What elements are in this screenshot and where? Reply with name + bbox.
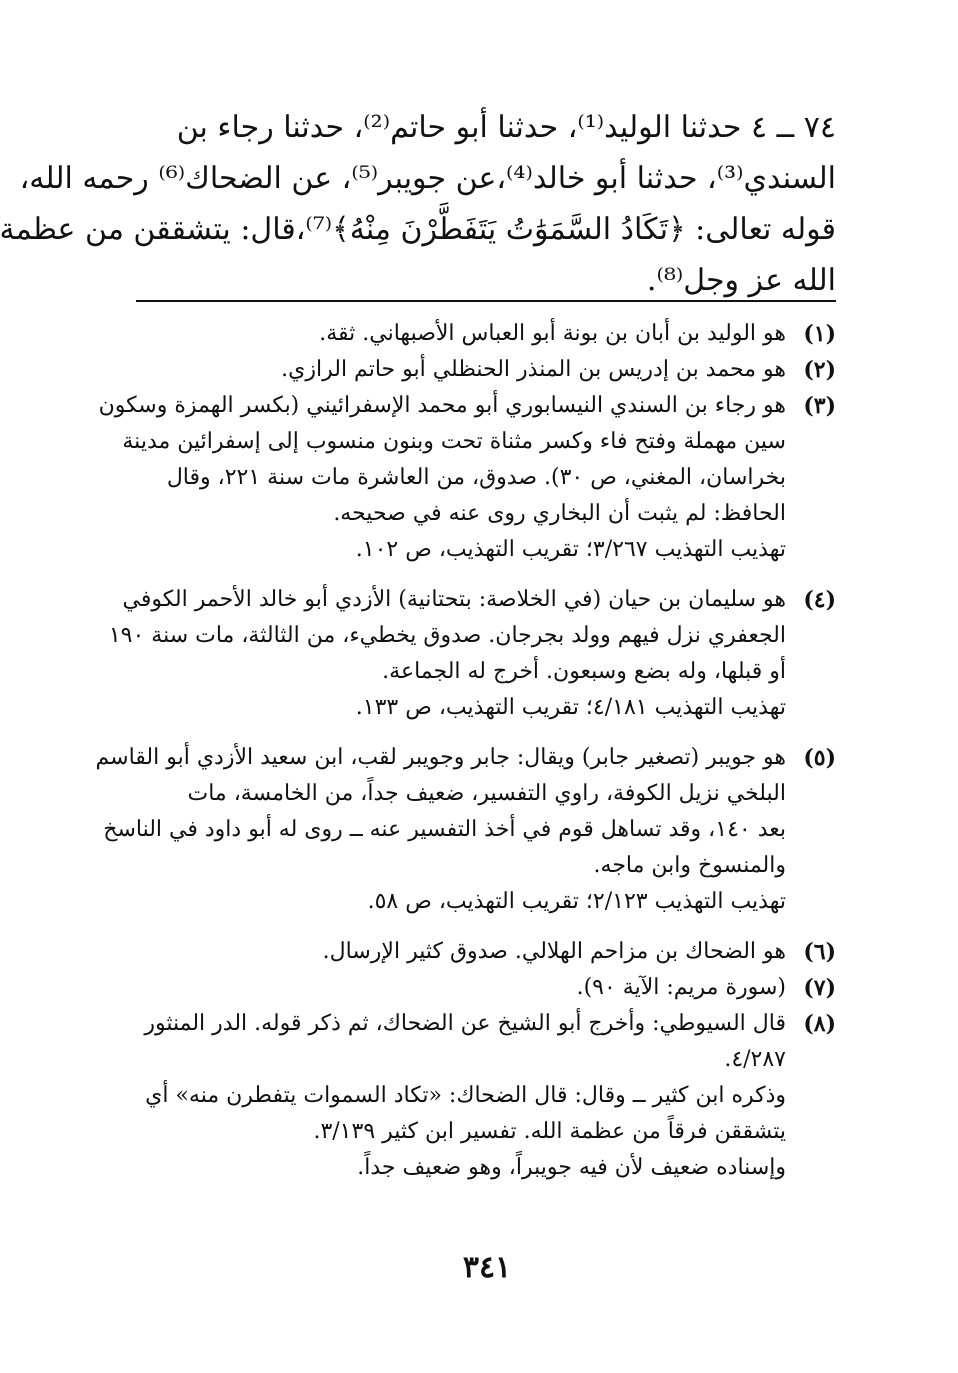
hadith-line: قوله تعالى: ﴿تَكَادُ السَّمَوَٰتُ يَتَفَطَّرْنَ مِنْهُ﴾⁽⁷⁾،قال: يتشققن من عظمة — [0, 212, 836, 247]
footnote-line: قال السيوطي: وأخرج أبو الشيخ عن الضحاك، ثم ذكر قوله. الدر المنثور — [144, 1011, 786, 1036]
hadith-line: السندي⁽³⁾، حدثنا أبو خالد⁽⁴⁾،عن جويبر⁽⁵⁾، عن الضحاك⁽⁶⁾ رحمه الله، — [19, 161, 836, 196]
footnote-line: والمنسوخ وابن ماجه. — [593, 853, 786, 878]
footnote-line: هو رجاء بن السندي النيسابوري أبو محمد الإسفرائيني (بكسر الهمزة وسكون — [98, 393, 786, 418]
footnote — [136, 970, 836, 1006]
footnote-line: وإسناده ضعيف لأن فيه جويبراً، وهو ضعيف جداً. — [357, 1155, 786, 1180]
footnote-line: الجعفري نزل فيهم وولد بجرجان. صدوق يخطيء، من الثالثة، مات سنة ١٩٠ — [108, 623, 786, 648]
footnote-line: هو الوليد بن أبان بن بونة أبو العباس الأصبهاني. ثقة. — [319, 321, 786, 346]
footnote-number: (٨) — [803, 1011, 836, 1037]
footnote-line: بعد ١٤٠، وقد تساهل قوم في أخذ التفسير عنه ــ روى له أبو داود في الناسخ — [103, 817, 786, 842]
footnote-line: (سورة مريم: الآية ٩٠). — [576, 975, 786, 1000]
footnote-line: ٤/٢٨٧. — [724, 1047, 786, 1072]
spacer — [136, 726, 836, 740]
footnote-divider — [136, 300, 836, 302]
footnote-reference: تهذيب التهذيب ٤/١٨١؛ تقريب التهذيب، ص ١٣٣. — [355, 695, 786, 720]
footnote-reference: تهذيب التهذيب ٢/١٢٣؛ تقريب التهذيب، ص ٥٨. — [367, 889, 786, 914]
footnote-number: (٦) — [803, 939, 836, 965]
footnote — [136, 316, 836, 352]
footnote-line: يتشققن فرقاً من عظمة الله. تفسير ابن كثير ٣/١٣٩. — [313, 1119, 786, 1144]
footnotes — [95, 316, 836, 1186]
footnote-line: هو سليمان بن حيان (في الخلاصة: بتحتانية) الأزدي أبو خالد الأحمر الكوفي — [122, 587, 786, 612]
footnote — [98, 388, 836, 568]
footnote-reference: تهذيب التهذيب ٣/٢٦٧؛ تقريب التهذيب، ص ١٠٢. — [355, 537, 786, 562]
footnote-line: هو محمد بن إدريس بن المنذر الحنظلي أبو حاتم الرازي. — [281, 357, 786, 382]
spacer — [136, 568, 836, 582]
footnote-line: أو قبلها، وله بضع وسبعون. أخرج له الجماعة. — [382, 659, 786, 684]
footnote-number: (٧) — [803, 975, 836, 1001]
footnote-line: بخراسان، المغني، ص ٣٠). صدوق، من العاشرة مات سنة ٢٢١، وقال — [166, 465, 786, 490]
footnote-line: وذكره ابن كثير ــ وقال: قال الضحاك: «تكاد السموات يتفطرن منه» أي — [145, 1083, 786, 1108]
footnote-line: هو جويبر (تصغير جابر) ويقال: جابر وجويبر لقب، ابن سعيد الأزدي أبو القاسم — [95, 745, 786, 770]
footnote — [95, 740, 836, 920]
footnote-number: (١) — [803, 321, 836, 347]
footnote-line: البلخي نزيل الكوفة، راوي التفسير، ضعيف جداً، من الخامسة، مات — [187, 781, 786, 806]
spacer — [136, 920, 836, 934]
footnote — [136, 934, 836, 970]
footnote-line: سين مهملة وفتح فاء وكسر مثناة تحت وبنون منسوب إلى إسفرائين مدينة — [122, 429, 786, 454]
hadith-line: الله عز وجل⁽⁸⁾. — [646, 263, 836, 298]
footnote-number: (٢) — [803, 357, 836, 383]
footnote — [136, 352, 836, 388]
footnote-number: (٥) — [803, 745, 836, 771]
hadith-line: ٧٤ ــ ٤ حدثنا الوليد⁽¹⁾، حدثنا أبو حاتم⁽²⁾، حدثنا رجاء بن — [176, 110, 836, 145]
footnote — [108, 582, 836, 726]
footnote-line: الحافظ: لم يثبت أن البخاري روى عنه في صحيحه. — [333, 501, 786, 526]
footnote — [136, 1006, 836, 1186]
footnote-number: (٣) — [803, 393, 836, 419]
page-number: ٣٤١ — [462, 1250, 512, 1285]
footnote-number: (٤) — [803, 587, 836, 613]
hadith-text — [0, 102, 836, 306]
footnote-line: هو الضحاك بن مزاحم الهلالي. صدوق كثير الإرسال. — [322, 939, 786, 964]
